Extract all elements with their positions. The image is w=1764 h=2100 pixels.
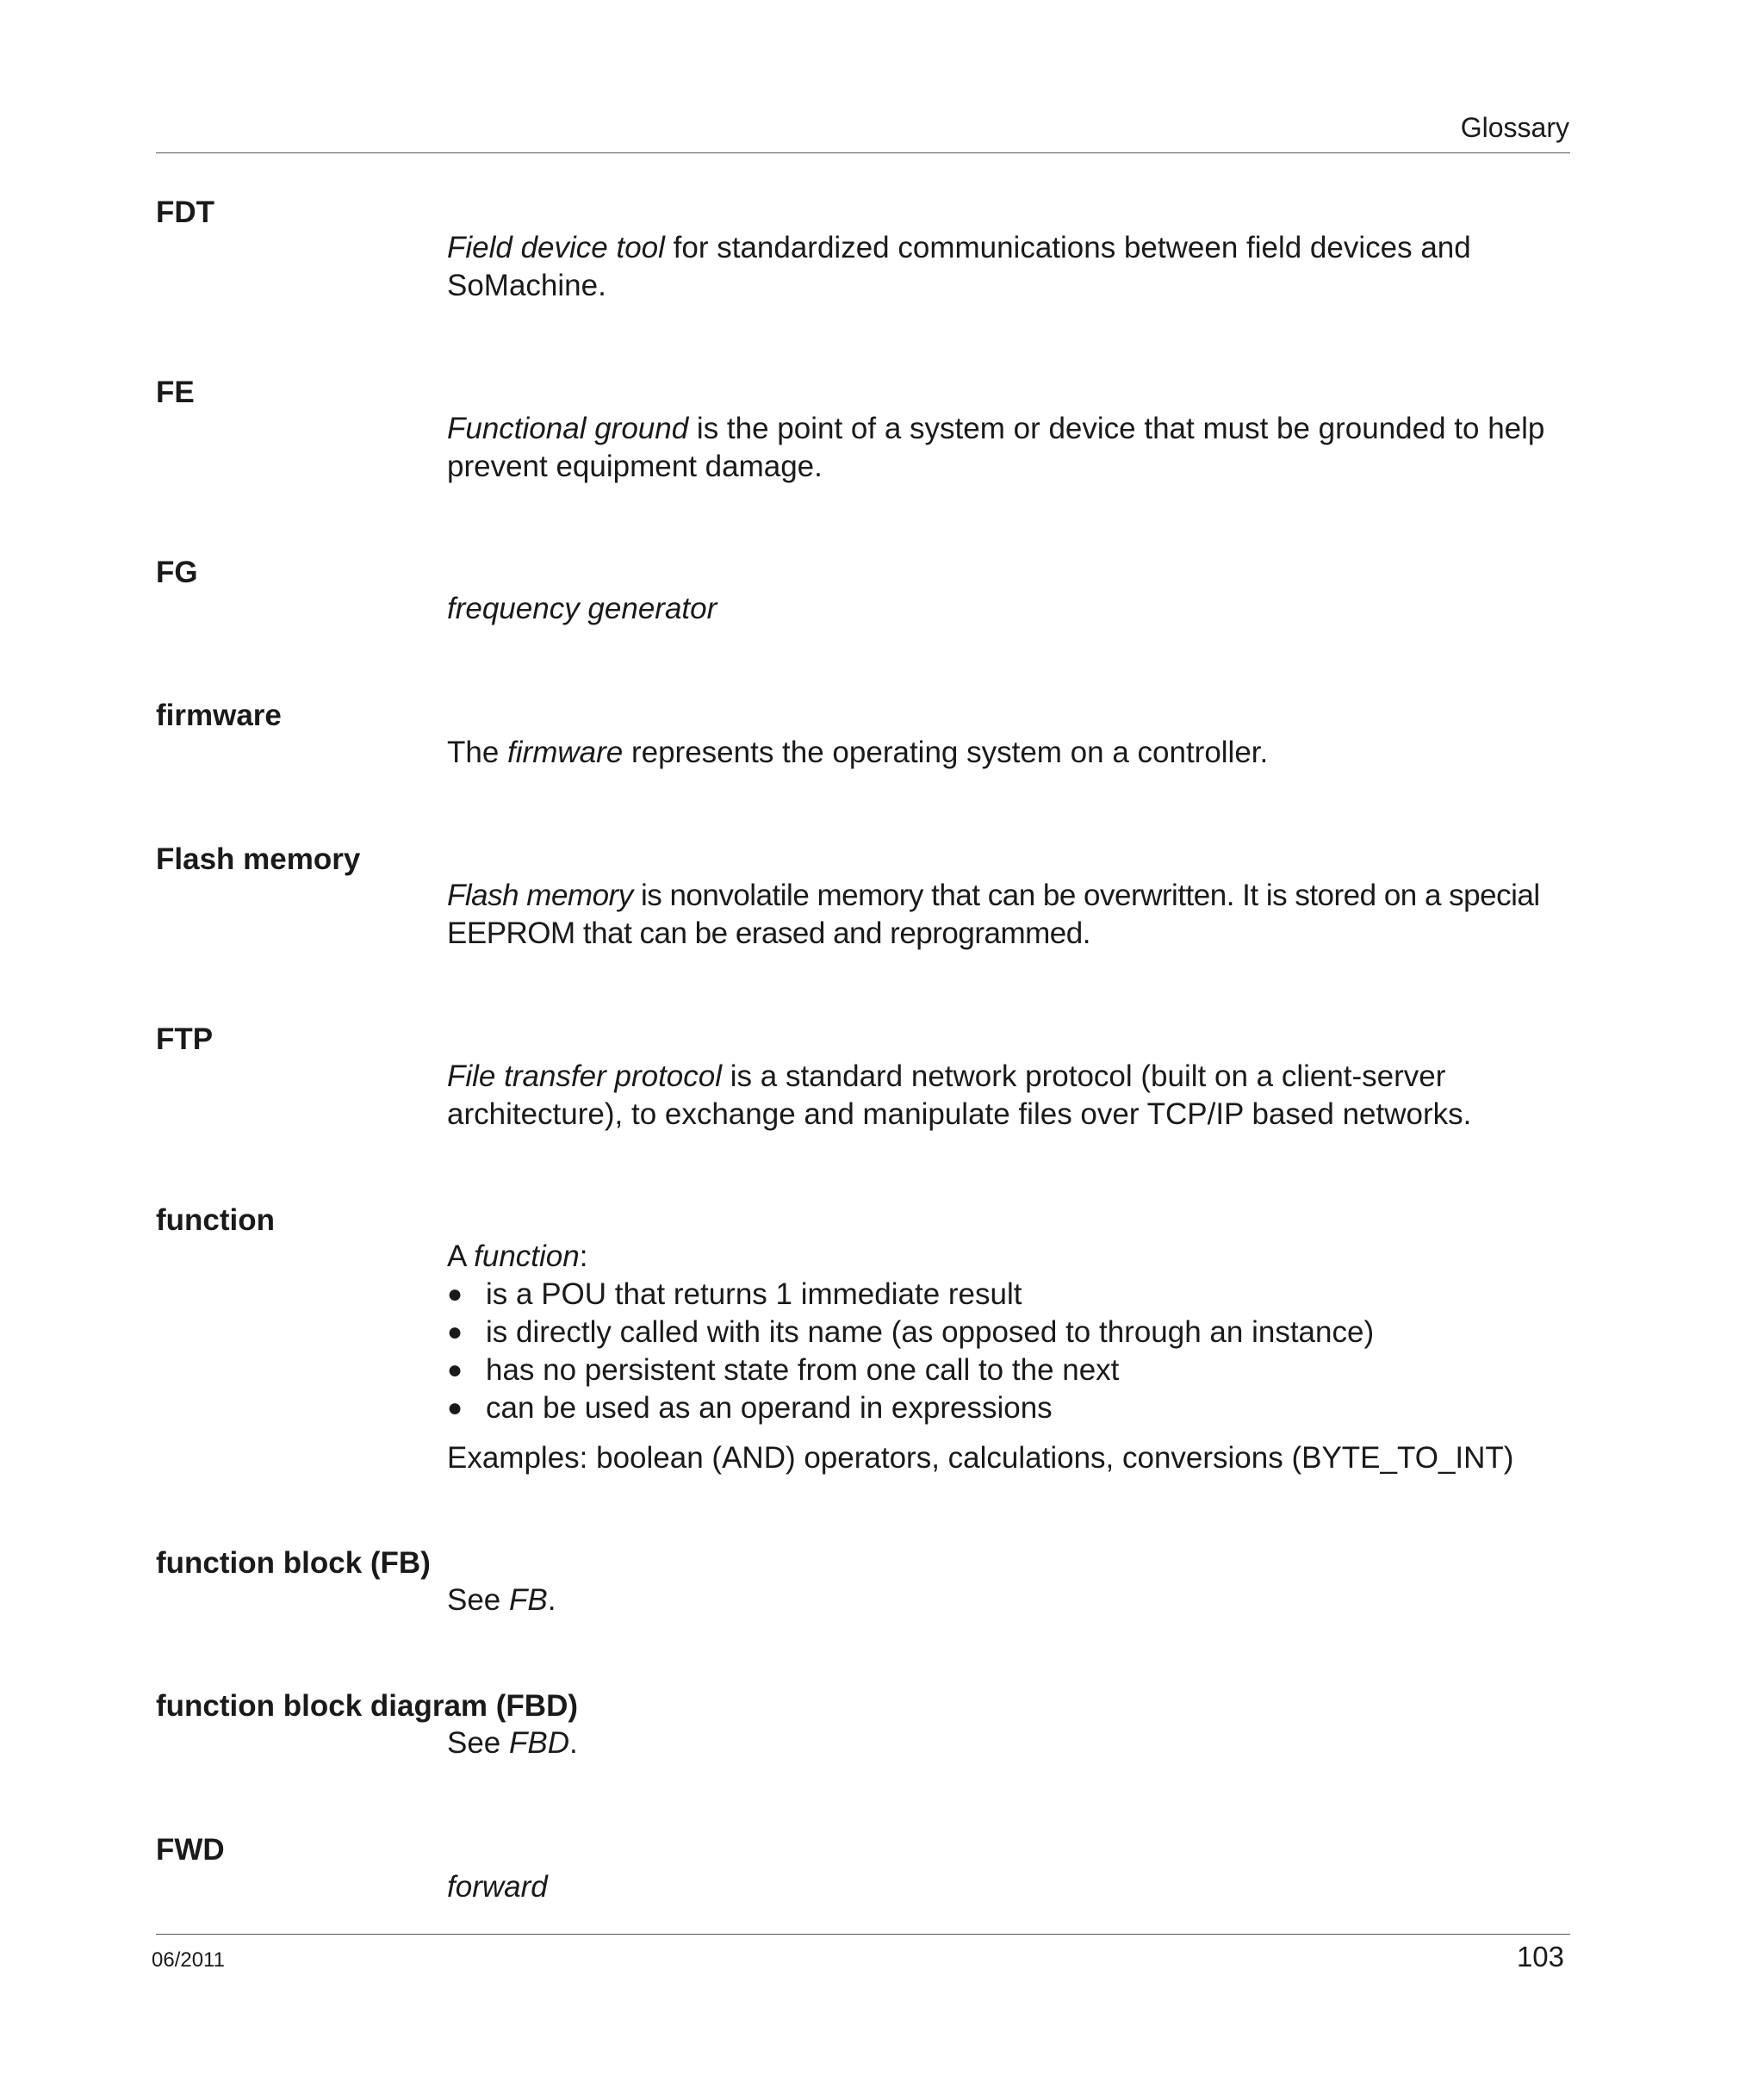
definition-intro	[447, 1238, 1584, 1276]
glossary-definition	[447, 877, 1584, 953]
definition-emphasis: frequency generator	[447, 592, 717, 625]
definition-emphasis: forward	[447, 1870, 548, 1904]
glossary-term: function	[156, 1203, 276, 1237]
glossary-definition	[447, 410, 1584, 486]
definition-text: is nonvolatile memory that can be overwritten. It is stored on a special EEPROM that can be erased and reprogrammed.	[447, 879, 1540, 950]
definition-emphasis: function	[474, 1239, 580, 1273]
glossary-definition	[447, 1868, 1584, 1906]
glossary-definition	[447, 590, 1584, 628]
glossary-definition	[447, 1581, 1584, 1619]
definition-emphasis: firmware	[507, 736, 624, 769]
definition-text: See	[447, 1726, 509, 1760]
glossary-definition	[447, 229, 1584, 305]
glossary-term: FTP	[156, 1022, 214, 1056]
list-item: ● is directly called with its name (as opposed to through an instance)	[447, 1314, 1584, 1351]
definition-emphasis: Flash memory	[447, 879, 633, 912]
glossary-term: FDT	[156, 196, 215, 229]
definition-text: :	[579, 1239, 588, 1273]
page-number: 103	[1516, 1941, 1564, 1973]
running-header: Glossary	[1460, 112, 1569, 143]
list-item: ● has no persistent state from one call to the next	[447, 1351, 1584, 1389]
glossary-definition	[447, 1058, 1584, 1134]
glossary-term: firmware	[156, 699, 282, 732]
definition-examples: Examples: boolean (AND) operators, calculations, conversions (BYTE_TO_INT)	[447, 1441, 1514, 1475]
definition-text: is the point of a system or device that must be grounded to help prevent equipment damage.	[447, 412, 1545, 483]
glossary-term: FG	[156, 556, 198, 589]
glossary-term: Flash memory	[156, 842, 361, 876]
definition-text: represents the operating system on a controller.	[623, 736, 1269, 769]
definition-emphasis: File transfer protocol	[447, 1059, 723, 1093]
definition-text: .	[569, 1726, 578, 1760]
glossary-term: function block diagram (FBD)	[156, 1689, 578, 1723]
list-item: ● is a POU that returns 1 immediate result	[447, 1276, 1584, 1314]
glossary-definition	[447, 1724, 1584, 1762]
header-rule	[156, 152, 1570, 153]
definition-emphasis: Field device tool	[447, 231, 665, 264]
definition-text: is a standard network protocol (built on a client-server architecture), to exchange and manipulate files over TCP/IP based networks.	[447, 1059, 1472, 1131]
glossary-term: FWD	[156, 1833, 225, 1867]
definition-text: .	[547, 1583, 556, 1617]
footer-date: 06/2011	[152, 1948, 225, 1972]
definition-text: A	[447, 1239, 475, 1273]
footer-rule	[156, 1934, 1570, 1935]
definition-bullet-list	[447, 1276, 1584, 1427]
definition-emphasis: FBD	[509, 1726, 569, 1760]
list-item: ● can be used as an operand in expressions	[447, 1389, 1584, 1427]
definition-text: See	[447, 1583, 509, 1617]
definition-emphasis: FB	[509, 1583, 548, 1617]
definition-text: The	[447, 736, 508, 769]
glossary-term: function block (FB)	[156, 1546, 431, 1580]
glossary-definition	[447, 1238, 1584, 1477]
definition-emphasis: Functional ground	[447, 412, 689, 445]
glossary-term: FE	[156, 376, 195, 409]
glossary-definition	[447, 734, 1584, 772]
definition-text: for standardized communications between field devices and SoMachine.	[447, 231, 1471, 302]
